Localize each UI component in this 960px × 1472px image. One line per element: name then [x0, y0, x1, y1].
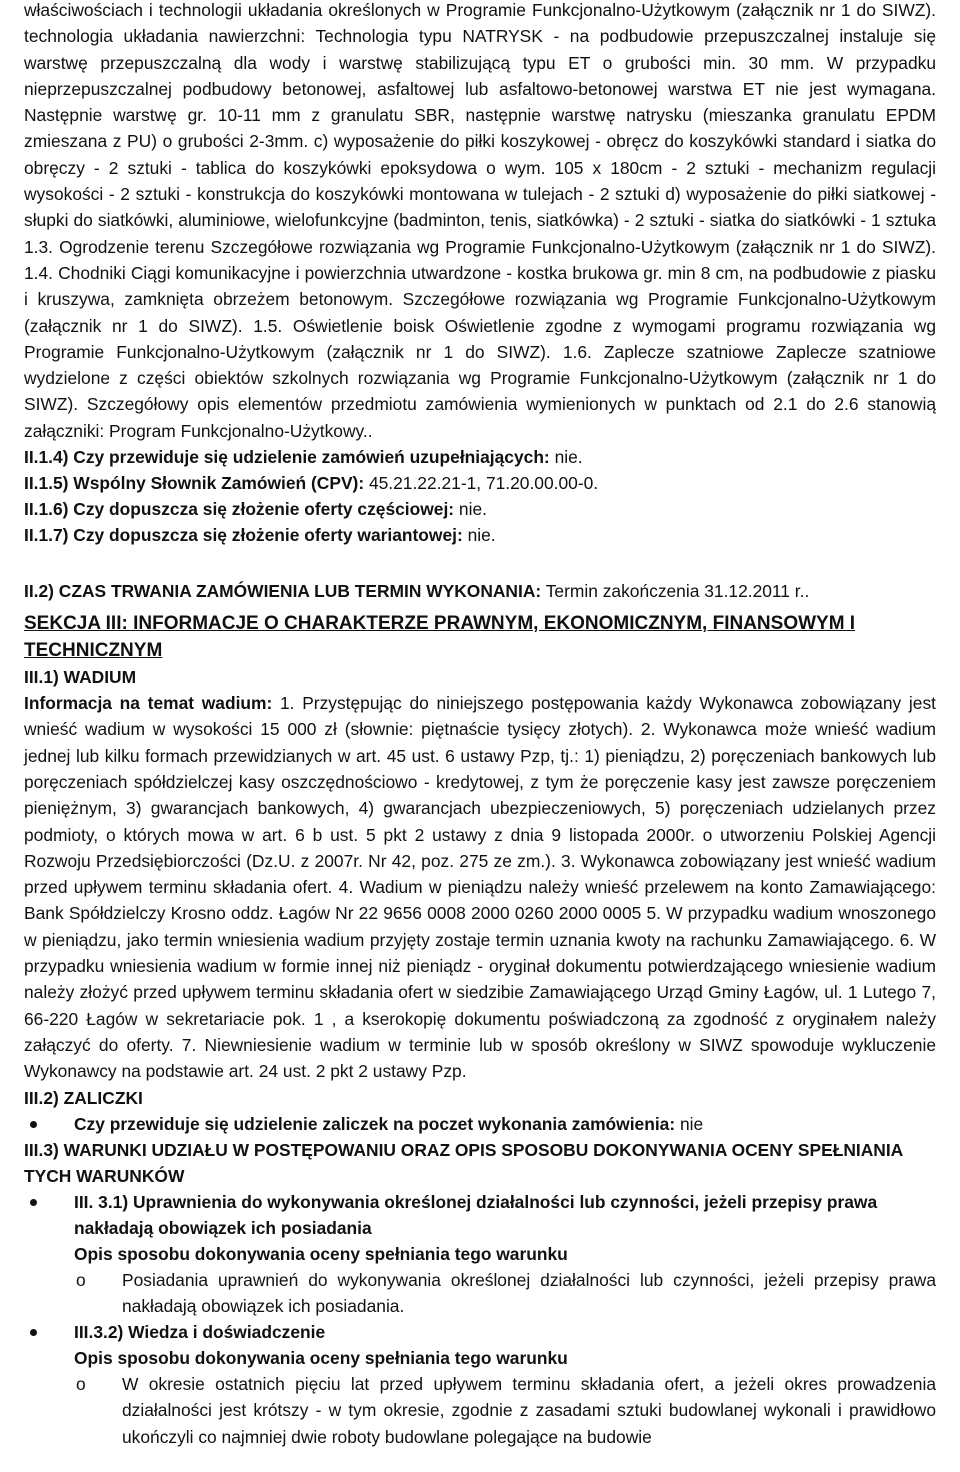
warunki-item-1 — [24, 1189, 936, 1241]
item-label: II.1.5) Wspólny Słownik Zamówień (CPV): — [24, 473, 365, 494]
bullet-icon — [30, 1121, 37, 1128]
item-label: II.1.4) Czy przewiduje się udzielenie zamówień uzupełniających: — [24, 447, 550, 468]
sub-item-text: Posiadania uprawnień do wykonywania określonej działalności lub czynności, jeżeli przepisy prawa nakładają obowiązek ich posiadania. — [122, 1269, 936, 1316]
sub-item — [24, 1371, 936, 1450]
item-ii-1-7 — [24, 522, 936, 548]
wadium-heading-text: III.1) WADIUM — [24, 667, 137, 688]
warunki-item-1-title: III. 3.1) Uprawnienia do wykonywania określonej działalności lub czynności, jeżeli przepisy prawa nakładają obowiązek ich posiadania — [74, 1191, 878, 1238]
item-ii-1-6 — [24, 496, 936, 522]
zaliczki-heading-text: III.2) ZALICZKI — [24, 1087, 143, 1108]
zaliczki-heading — [24, 1085, 936, 1111]
item-label: II.2) CZAS TRWANIA ZAMÓWIENIA LUB TERMIN WYKONANIA: — [24, 581, 542, 602]
warunki-heading — [24, 1137, 936, 1189]
wadium-heading — [24, 664, 936, 690]
sub-bullet-icon: o — [76, 1374, 86, 1395]
warunki-item-2-title: III.3.2) Wiedza i doświadczenie — [74, 1322, 326, 1343]
item-ii-2 — [24, 578, 936, 604]
wadium-label: Informacja na temat wadium: — [24, 693, 273, 714]
item-value: 45.21.22.21-1, 71.20.00.00-0. — [364, 473, 599, 494]
wadium-paragraph — [24, 690, 936, 1084]
body-paragraph: właściwościach i technologii układania określonych w Programie Funkcjonalno-Użytkowym (załącznik nr 1 do SIWZ). technologia układania nawierzchni: Technologia typu NATRYSK - na podbudowie przepuszczalnej instaluje się warstwę przepuszczalną dla wody i warstwę stabilizującą typu ET o grubości min. 30 mm. W przypadku nieprzepuszczalnej podbudowy betonowej, asfaltowej lub asfaltowo-betonowej warstwa ET nie jest wymagana. Następnie warstwę gr. 10-11 mm z granulatu SBR, następnie warstwę natrysku (mieszanka granulatu EPDM zmieszana z PU) o grubości 2-3mm. c) wyposażenie do piłki koszykowej - obręcz do koszykówki standard i siatka do obręczy - 2 sztuki - tablica do koszykówki epoksydowa o wym. 105 x 180cm - 2 sztuki - mechanizm regulacji wysokości - 2 sztuki - konstrukcja do koszykówki montowana w tulejach - 2 sztuki d) wyposażenie do piłki siatkowej - słupki do siatkówki, aluminiowe, wielofunkcyjne (badminton, tenis, siatkówka) - 2 sztuki - siatka do siatkówki - 1 sztuka 1.3. Ogrodzenie terenu Szczegółowe rozwiązania wg Programie Funkcjonalno-Użytkowym (załącznik nr 1 do SIWZ). 1.4. Chodniki Ciągi komunikacyjne i powierzchnia utwardzone - kostka brukowa gr. min 8 cm, na podbudowie z piasku i kruszywa, zamknięta obrzeżem betonowym. Szczegółowe rozwiązania wg Programie Funkcjonalno-Użytkowym (załącznik nr 1 do SIWZ). 1.5. Oświetlenie boisk Oświetlenie zgodne z wymogami programu rozwiązania wg Programie Funkcjonalno-Użytkowym (załącznik nr 1 do SIWZ). 1.6. Zaplecze szatniowe Zaplecze szatniowe wydzielone z części obiektów szkolnych rozwiązania wg Programie Funkcjonalno-Użytkowym (załącznik nr 1 do SIWZ). Szczegółowy opis elementów przedmiotu zamówienia wymienionych w punktach od 2.1 do 2.6 stanowią załączniki: Program Funkcjonalno-Użytkowy.. — [24, 0, 936, 441]
sub-bullet-icon: o — [76, 1269, 86, 1290]
opis-label: Opis sposobu dokonywania oceny spełniania tego warunku — [74, 1348, 568, 1369]
bullet-icon — [30, 1329, 37, 1336]
zaliczki-value: nie — [675, 1113, 704, 1134]
item-value: Termin zakończenia 31.12.2011 r.. — [541, 581, 810, 602]
zaliczki-bullet — [24, 1111, 936, 1137]
opis-label: Opis sposobu dokonywania oceny spełniania tego warunku — [74, 1243, 568, 1264]
item-value: nie. — [454, 499, 487, 520]
zaliczki-label: Czy przewiduje się udzielenie zaliczek na poczet wykonania zamówienia: — [74, 1113, 676, 1134]
bullet-icon — [30, 1199, 37, 1206]
section-heading: SEKCJA III: INFORMACJE O CHARAKTERZE PRAWNYM, EKONOMICZNYM, FINANSOWYM I TECHNICZNYM — [24, 613, 856, 662]
spacer — [24, 548, 936, 578]
sub-item — [24, 1267, 936, 1320]
warunki-heading-text: III.3) WARUNKI UDZIAŁU W POSTĘPOWANIU ORAZ OPIS SPOSOBU DOKONYWANIA OCENY SPEŁNIANIA TYCH WARUNKÓW — [24, 1139, 903, 1186]
item-value: nie. — [462, 525, 496, 546]
sub-item-text: W okresie ostatnich pięciu lat przed upływem terminu składania ofert, a jeżeli okres prowadzenia działalności jest krótszy - w tym okresie, zgodnie z zasadami sztuki budowlanej wykonali i prawidłowo ukończyli co najmniej dwie roboty budowlane polegające na budowie — [122, 1374, 936, 1447]
warunki-item-2 — [24, 1319, 936, 1345]
item-ii-1-5 — [24, 470, 936, 496]
item-value: nie. — [549, 447, 583, 468]
wadium-text: 1. Przystępując do niniejszego postępowania każdy Wykonawca zobowiązany jest wnieść wadium w wysokości 15 000 zł (słownie: piętnaście tysięcy złotych). 2. Wykonawca może wnieść wadium jednej lub kilku formach przewidzianych w art. 45 ust. 6 ustawy Pzp, tj.: 1) pieniądzu, 2) poręczeniach bankowych lub poręczeniach spółdzielczej kasy oszczędnościowo - kredytowej, z tym że poręczenie kasy jest zawsze poręczeniem pieniężnym, 3) gwarancjach bankowych, 4) gwarancjach ubezpieczeniowych, 5) poręczeniach udzielanych przez podmioty, o których mowa w art. 6 b ust. 5 pkt 2 ustawy z dnia 9 listopada 2000r. o utworzeniu Polskiej Agencji Rozwoju Przedsiębiorczości (Dz.U. z 2007r. Nr 42, poz. 275 ze zm.). 3. Wykonawca zobowiązany jest wnieść wadium przed upływem terminu składania ofert. 4. Wadium w pieniądzu należy wnieść przelewem na konto Zamawiającego: Bank Spółdzielczy Krosno oddz. Łagów Nr 22 9656 0008 2000 0260 2000 0005 5. W przypadku wadium wnoszonego w pieniądzu, jako termin wniesienia wadium przyjęty zostaje termin uznania kwoty na rachunku Zamawiającego. 6. W przypadku wniesienia wadium w formie innej niż pieniądz - oryginał dokumentu potwierdzającego wniesienie wadium należy złożyć przed upływem terminu składania ofert w siedzibie Zamawiającego Urząd Gminy Łagów, ul. 1 Lutego 7, 66-220 Łagów w sekretariacie pok. 1 , a kserokopię dokumentu poświadczoną za zgodność z oryginałem należy załączyć do oferty. 7. Niewniesienie wadium w terminie lub w sposób określony w SIWZ spowoduje wykluczenie Wykonawcy na podstawie art. 24 ust. 2 pkt 2 ustawy Pzp. — [24, 693, 936, 1082]
item-label: II.1.7) Czy dopuszcza się złożenie oferty wariantowej: — [24, 525, 463, 546]
item-label: II.1.6) Czy dopuszcza się złożenie oferty częściowej: — [24, 499, 455, 520]
item-ii-1-4 — [24, 444, 936, 470]
